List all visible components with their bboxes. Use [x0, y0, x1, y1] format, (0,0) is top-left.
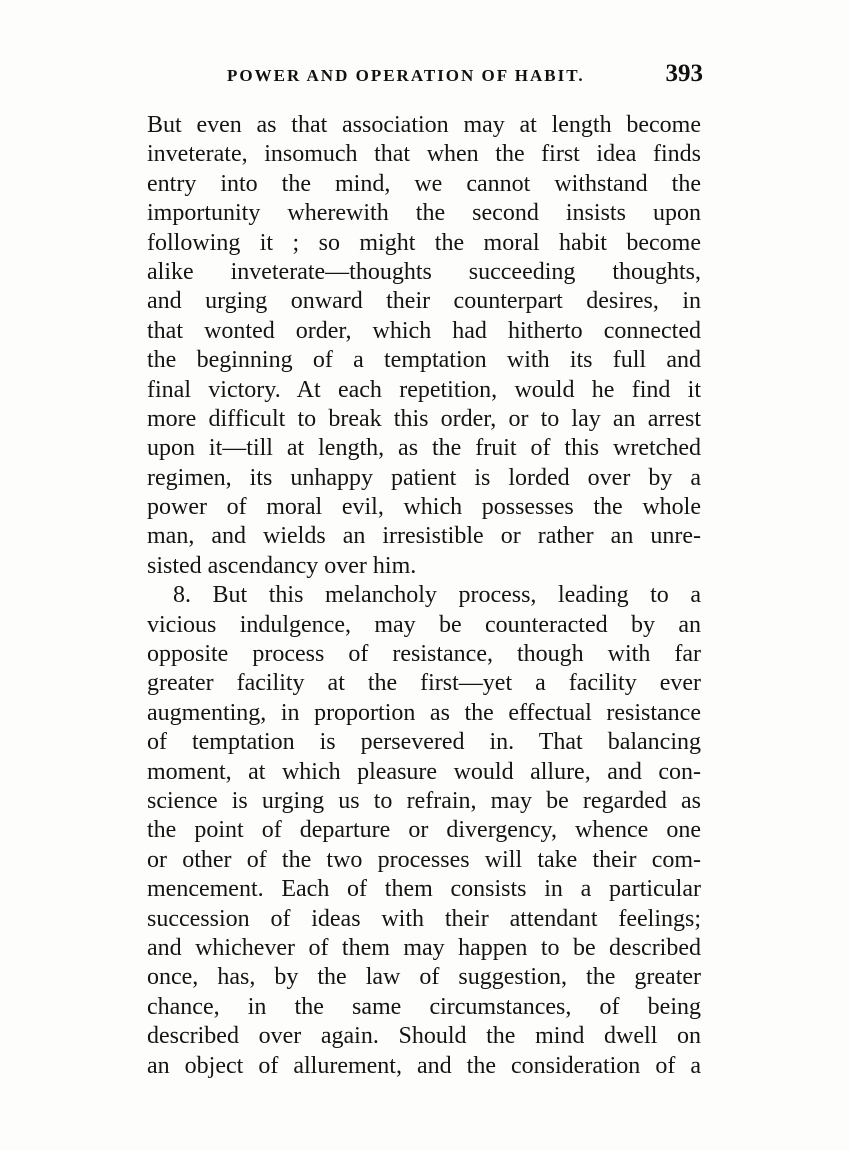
text-line: following it ; so might the moral habit become	[147, 229, 701, 256]
running-head	[147, 60, 703, 90]
text-line: But even as that association may at length become	[147, 112, 701, 138]
text-line: chance, in the same circumstances, of being	[147, 993, 701, 1020]
text-line: man, and wields an irresistible or rather an unre-	[147, 523, 701, 550]
text-line: more difficult to break this order, or to lay an arrest	[147, 405, 701, 432]
text-line: moment, at which pleasure would allure, and con-	[147, 758, 701, 785]
text-line: entry into the mind, we cannot withstand the	[147, 170, 701, 197]
text-line: vicious indulgence, may be counteracted by an	[147, 611, 701, 638]
text-line: once, has, by the law of suggestion, the greater	[147, 964, 701, 991]
text-line: sisted ascendancy over him.	[147, 552, 417, 579]
text-line: alike inveterate—thoughts succeeding thoughts,	[147, 258, 701, 285]
text-line: that wonted order, which had hitherto connected	[147, 317, 701, 344]
text-line: power of moral evil, which possesses the whole	[147, 494, 701, 521]
text-line: succession of ideas with their attendant feelings;	[147, 905, 701, 932]
text-line: regimen, its unhappy patient is lorded over by a	[147, 464, 701, 491]
running-title: POWER AND OPERATION OF HABIT.	[227, 66, 585, 85]
text-line: an object of allurement, and the consideration of a	[147, 1052, 701, 1079]
paragraph-start-line: 8. But this melancholy process, leading to a	[173, 582, 701, 609]
body-text	[147, 111, 701, 1081]
text-line: or other of the two processes will take their com-	[147, 846, 701, 873]
text-line: upon it—till at length, as the fruit of this wretched	[147, 435, 701, 462]
text-line: greater facility at the first—yet a facility ever	[147, 670, 701, 697]
text-line: the beginning of a temptation with its full and	[147, 347, 701, 374]
text-line: and urging onward their counterpart desires, in	[147, 288, 701, 315]
text-line: and whichever of them may happen to be described	[147, 934, 701, 961]
text-line: described over again. Should the mind dwell on	[147, 1023, 701, 1050]
text-line: the point of departure or divergency, whence one	[147, 817, 701, 844]
page-number: 393	[665, 60, 703, 87]
text-line: opposite process of resistance, though with far	[147, 641, 701, 668]
text-line: final victory. At each repetition, would he find it	[147, 376, 701, 403]
text-line: augmenting, in proportion as the effectual resistance	[147, 699, 701, 726]
text-line: importunity wherewith the second insists upon	[147, 200, 701, 227]
text-line: inveterate, insomuch that when the first idea finds	[147, 141, 701, 168]
text-line: of temptation is persevered in. That balancing	[147, 729, 701, 756]
text-line: science is urging us to refrain, may be regarded as	[147, 787, 701, 814]
text-line: mencement. Each of them consists in a particular	[147, 876, 701, 903]
